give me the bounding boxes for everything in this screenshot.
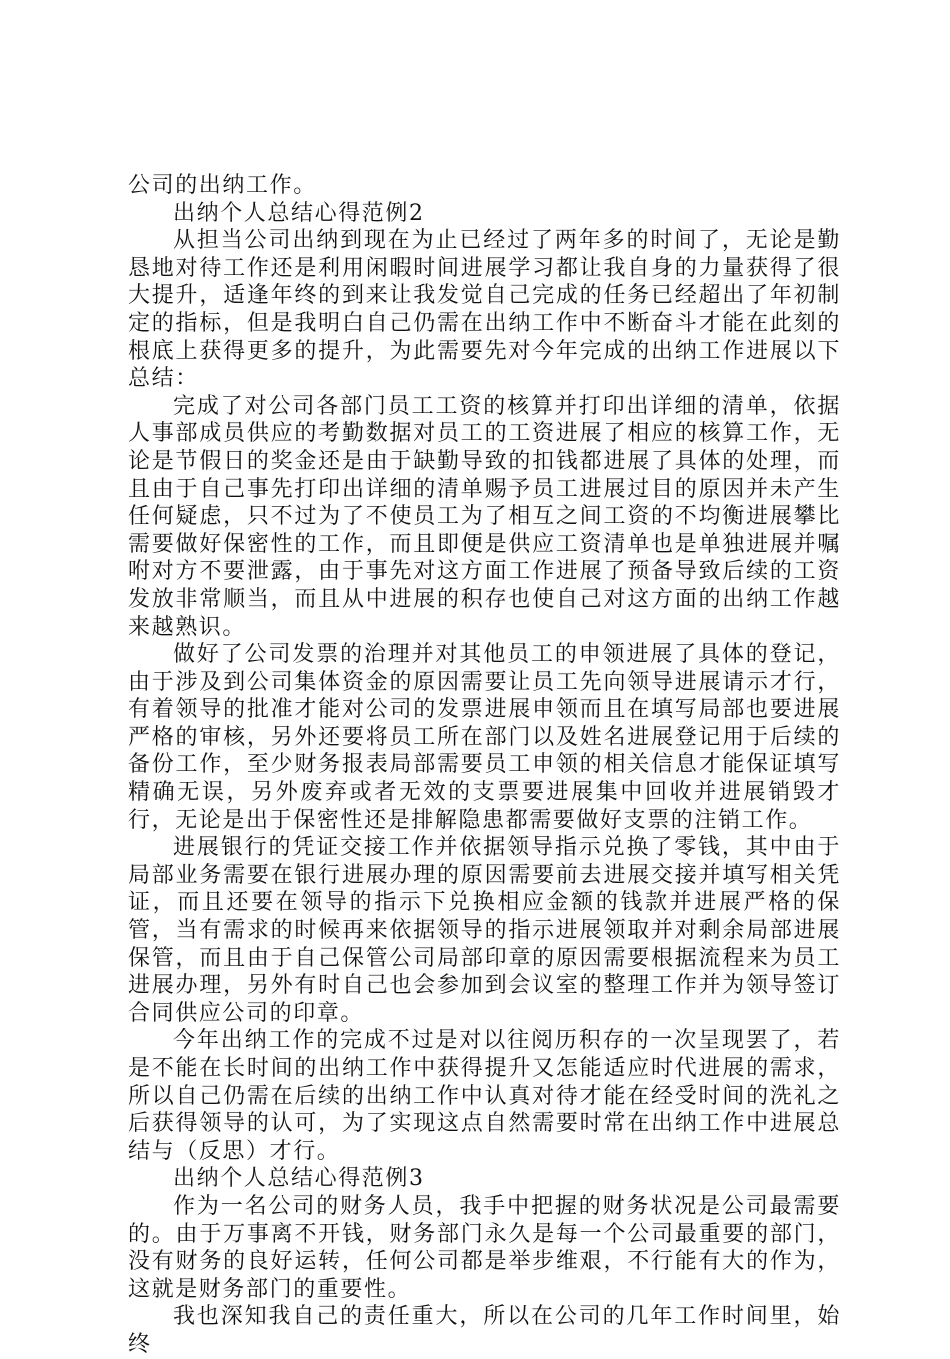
paragraph: 从担当公司出纳到现在为止已经过了两年多的时间了，无论是勤恳地对待工作还是利用闲暇时间进展学习都让我自身的力量获得了很大提升，适逢年终的到来让我发觉自己完成的任务已经超出了年初制定的指标，但是我明白自己仍需在出纳工作中不断奋斗才能在此刻的根底上获得更多的提升，为此需要先对今年完成的出纳工作进展以下总结： (128, 228, 841, 392)
section-heading-example-2: 出纳个人总结心得范例2 (173, 200, 425, 226)
paragraph: 我也深知我自己的责任重大，所以在公司的几年工作时间里，始终 (128, 1304, 841, 1357)
paragraph: 今年出纳工作的完成不过是对以往阅历积存的一次呈现罢了，若是不能在长时间的出纳工作中获得提升又怎能适应时代进展的需求，所以自己仍需在后续的出纳工作中认真对待才能在经受时间的洗礼之后获得领导的认可，为了实现这点自然需要时常在出纳工作中进展总结与（反思）才行。 (128, 1028, 841, 1164)
paragraph: 做好了公司发票的治理并对其他员工的申领进展了具体的登记，由于涉及到公司集体资金的原因需要让员工先向领导进展请示才行，有着领导的批准才能对公司的发票进展申领而且在填写局部也要进展严格的审核，另外还要将员工所在部门以及姓名进展登记用于后续的备份工作，至少财务报表局部需要员工申领的相关信息才能保证填写精确无误，另外废弃或者无效的支票要进展集中回收并进展销毁才行，无论是出于保密性还是排解隐患都需要做好支票的注销工作。 (128, 642, 841, 833)
document-body (128, 172, 841, 1359)
paragraph-continuation: 公司的出纳工作。 (128, 173, 317, 198)
section-heading-example-3: 出纳个人总结心得范例3 (173, 1166, 425, 1192)
paragraph: 进展银行的凭证交接工作并依据领导指示兑换了零钱，其中由于局部业务需要在银行进展办理的原因需要前去进展交接并填写相关凭证，而且还要在领导的指示下兑换相应金额的钱款并进展严格的保管，当有需求的时候再来依据领导的指示进展领取并对剩余局部进展保管，而且由于自己保管公司局部印章的原因需要根据流程来为员工进展办理，另外有时自己也会参加到会议室的整理工作并为领导签订合同供应公司的印章。 (128, 835, 841, 1026)
paragraph: 作为一名公司的财务人员，我手中把握的财务状况是公司最需要的。由于万事离不开钱，财务部门永久是每一个公司最重要的部门，没有财务的良好运转，任何公司都是举步维艰，不行能有大的作为，这就是财务部门的重要性。 (128, 1193, 841, 1302)
paragraph: 完成了对公司各部门员工工资的核算并打印出详细的清单，依据人事部成员供应的考勤数据对员工的工资进展了相应的核算工作，无论是节假日的奖金还是由于缺勤导致的扣钱都进展了具体的处理，而且由于自己事先打印出详细的清单赐予员工进展过目的原因并未产生任何疑虑，只不过为了不使员工为了相互之间工资的不均衡进展攀比需要做好保密性的工作，而且即便是供应工资清单也是单独进展并嘱咐对方不要泄露，由于事先对这方面工作进展了预备导致后续的工资发放非常顺当，而且从中进展的积存也使自己对这方面的出纳工作越来越熟识。 (128, 393, 841, 640)
